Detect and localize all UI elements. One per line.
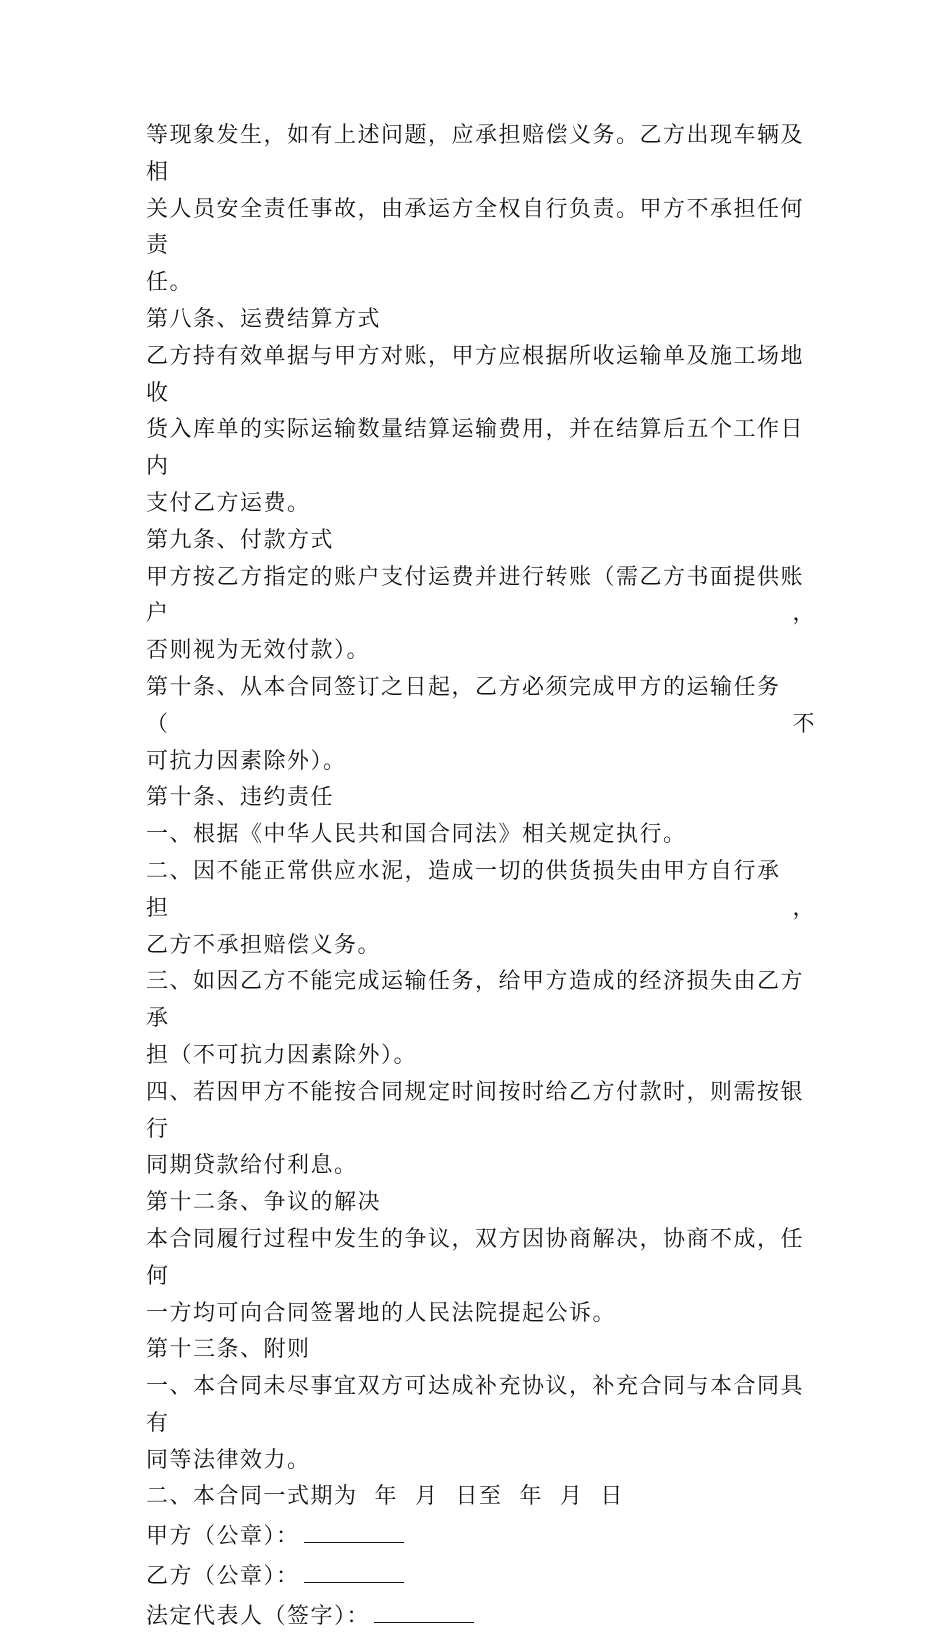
text-line: 关人员安全责任事故，由承运方全权自行负责。甲方不承担任何责 [146,196,805,259]
text-line: 甲方按乙方指定的账户支付运费并进行转账（需乙方书面提供账户， [146,564,816,627]
text-line: 乙方持有效单据与甲方对账，甲方应根据所收运输单及施工场地收 [146,343,805,406]
section-heading: 第十三条、附则 [146,1337,311,1363]
text-line: 一、根据《中华人民共和国合同法》相关规定执行。 [146,822,687,848]
text-line: 担（不可抗力因素除外）。 [146,1042,418,1068]
text-line: 否则视为无效付款）。 [146,638,371,664]
legal-rep-label: 法定代表人（签字）： [146,1603,371,1629]
text-line: 一、本合同未尽事宜双方可达成补充协议，补充合同与本合同具有 [146,1374,805,1436]
party-a-blank [304,1516,404,1543]
party-a-label: 甲方（公章）： [146,1524,300,1550]
text-line: 二、本合同一式期为 年 月 日至 年 月 日 [146,1484,624,1510]
text-line: 货入库单的实际运输数量结算运输费用，并在结算后五个工作日内 [146,417,805,480]
text-line: 任。 [146,270,194,296]
text-line: 可抗力因素除外）。 [146,748,347,774]
contract-body [146,118,816,1636]
text-line: 本合同履行过程中发生的争议，双方因协商解决，协商不成，任何 [146,1226,805,1289]
text-line: 同等法律效力。 [146,1447,311,1473]
section-heading: 第八条、运费结算方式 [146,306,382,332]
text-line: 四、若因甲方不能按合同规定时间按时给乙方付款时，则需按银行 [146,1079,805,1142]
section-heading: 第十二条、争议的解决 [146,1190,382,1216]
text-line: 乙方不承担赔偿义务。 [146,932,382,958]
party-b-signature-row [146,1556,816,1596]
text-line: 二、因不能正常供应水泥，造成一切的供货损失由甲方自行承担， [146,858,816,921]
text-line: 同期贷款给付利息。 [146,1153,358,1179]
text-line: 第十条、从本合同签订之日起，乙方必须完成甲方的运输任务（不 [146,674,816,737]
party-b-blank [304,1556,404,1583]
text-line: 一方均可向合同签署地的人民法院提起公诉。 [146,1300,617,1326]
legal-rep-blank [374,1596,474,1623]
text-line: 等现象发生，如有上述问题，应承担赔偿义务。乙方出现车辆及相 [146,123,805,185]
text-line: 三、如因乙方不能完成运输任务，给甲方造成的经济损失由乙方承 [146,969,805,1032]
section-heading: 第十条、违约责任 [146,785,335,811]
legal-rep-signature-row [146,1596,816,1636]
text-line: 支付乙方运费。 [146,490,311,516]
party-b-label: 乙方（公章）： [146,1564,300,1590]
section-heading: 第九条、付款方式 [146,527,335,553]
party-a-signature-row [146,1516,816,1556]
